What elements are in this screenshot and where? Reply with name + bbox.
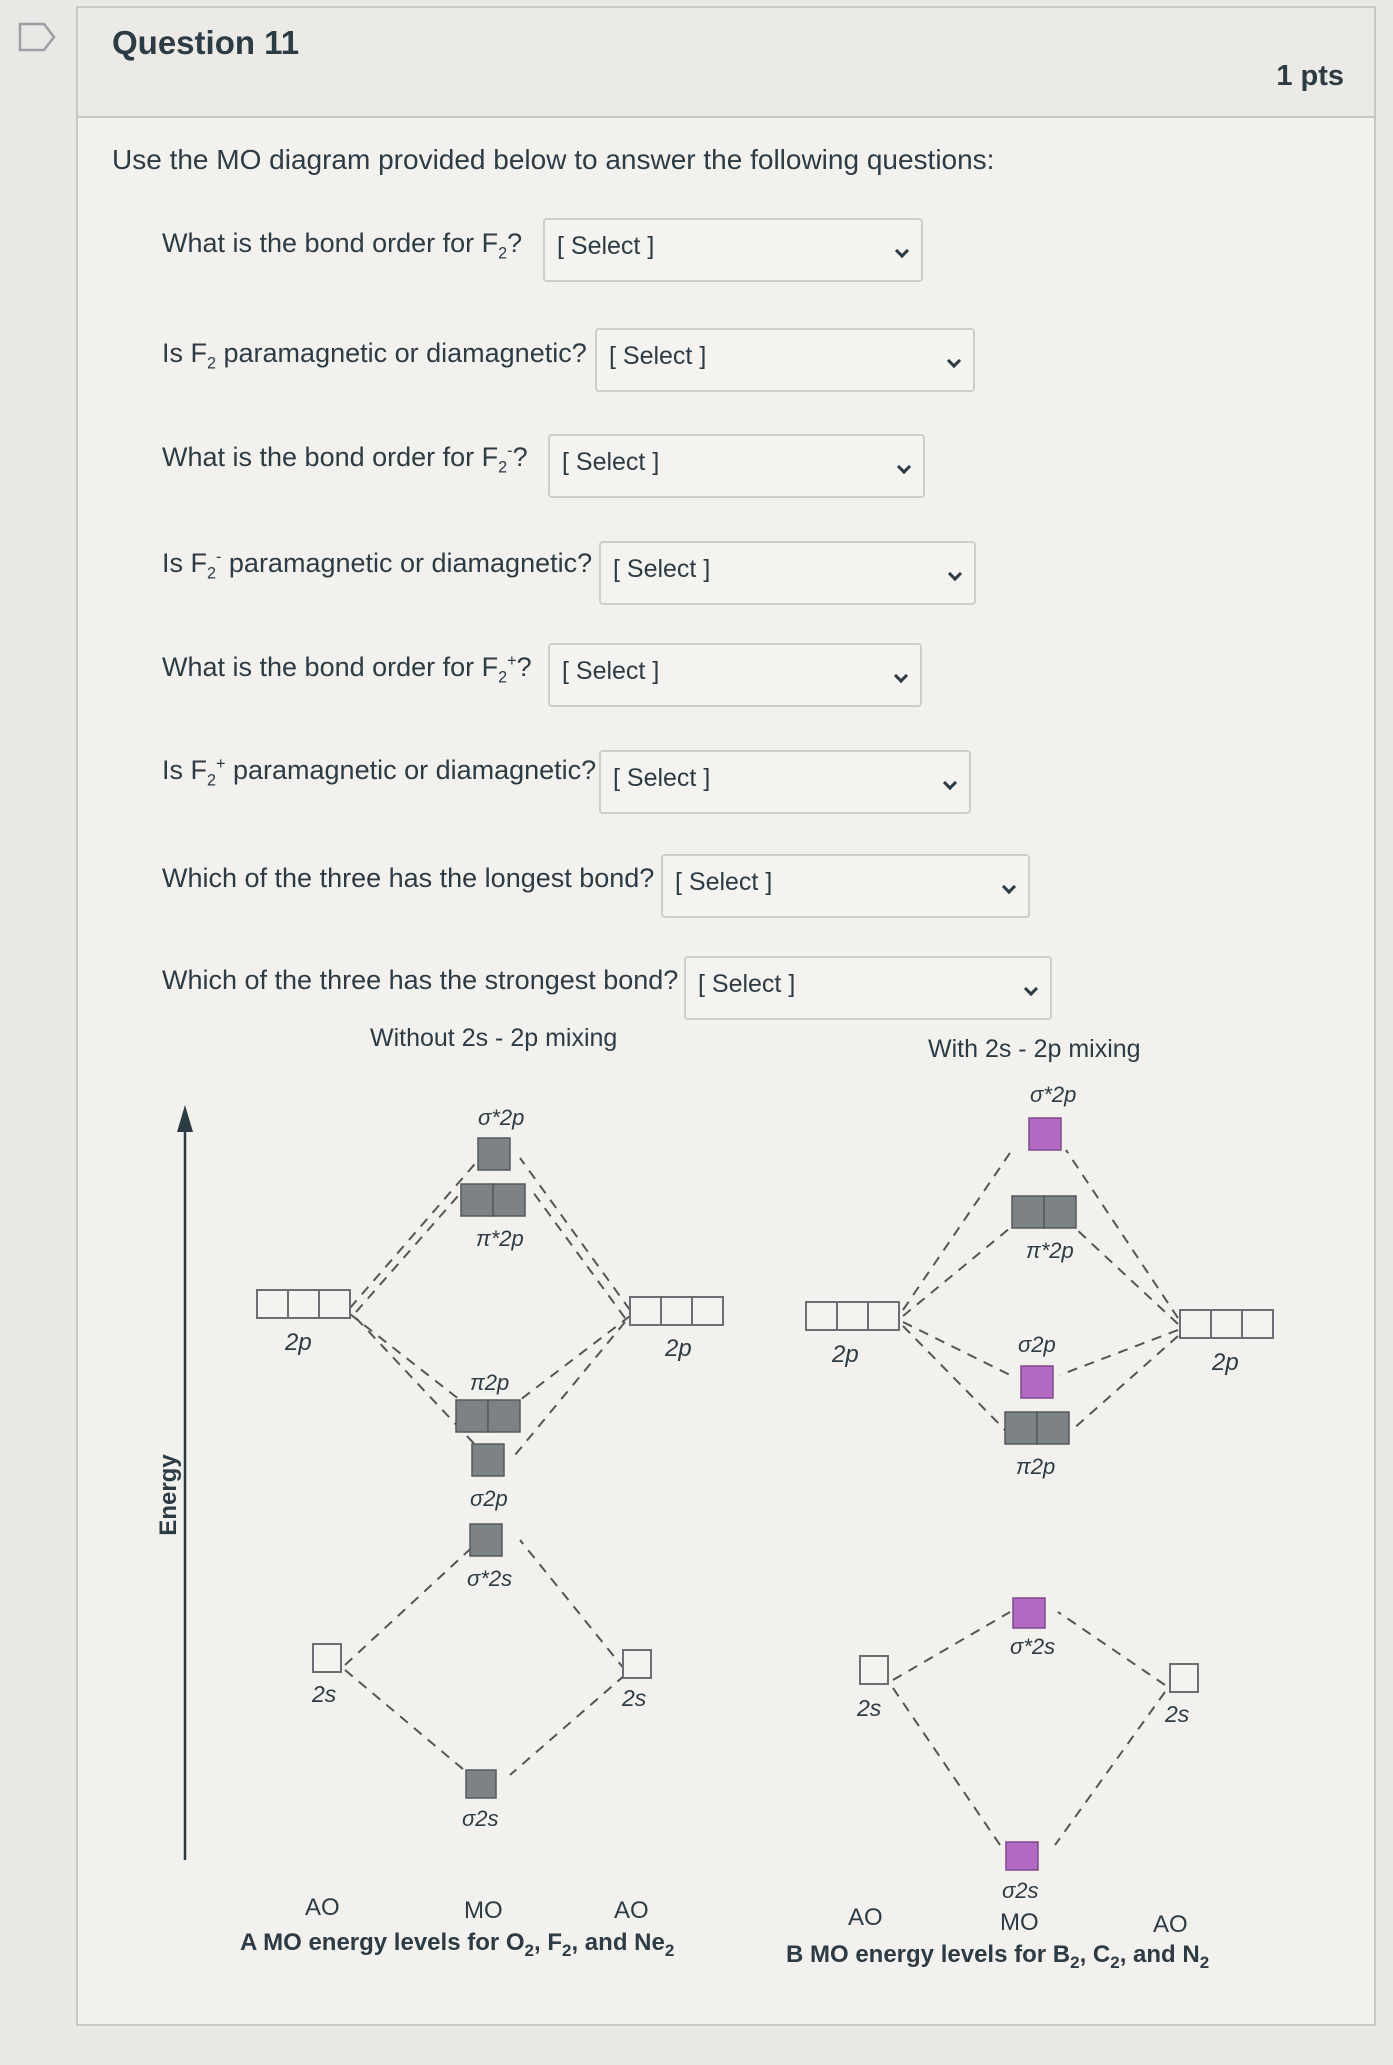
strongest-bond-select[interactable]: [ Select ] <box>684 956 1052 1020</box>
svg-text:2p: 2p <box>285 1329 312 1356</box>
question-row-3: What is the bond order for $F_2^-$? <box>162 442 528 477</box>
svg-text:π2p: π2p <box>1016 1454 1056 1479</box>
question-title: Question 11 <box>112 24 300 61</box>
bond-order-f2-select[interactable]: [ Select ] <box>543 218 923 282</box>
svg-text:π*2p: π*2p <box>476 1226 524 1251</box>
svg-text:MO: MO <box>464 1897 503 1924</box>
right-ao-2s-left <box>860 1656 888 1684</box>
energy-arrow-icon <box>177 1105 193 1132</box>
svg-text:σ*2s: σ*2s <box>1010 1634 1056 1659</box>
svg-text:σ2p: σ2p <box>470 1486 508 1511</box>
left-heading: Without 2s - 2p mixing <box>370 1024 618 1052</box>
question-row-7: Which of the three has the longest bond? <box>162 863 655 894</box>
right-ao-2s-right <box>1170 1664 1198 1692</box>
right-pi2p-star-orbitals <box>1012 1196 1076 1228</box>
magnetism-f2-plus-select[interactable]: [ Select ] <box>599 750 971 814</box>
bond-order-f2-plus-select[interactable]: [ Select ] <box>548 643 922 707</box>
question-row-2: Is $F_2$ paramagnetic or diamagnetic? <box>162 338 587 373</box>
svg-text:π2p: π2p <box>470 1370 510 1395</box>
energy-label: Energy <box>155 1454 182 1536</box>
svg-text:σ2s: σ2s <box>462 1806 499 1831</box>
svg-text:2s: 2s <box>622 1685 647 1711</box>
right-sigma2p-star-orbital <box>1029 1118 1061 1150</box>
svg-text:σ2p: σ2p <box>1018 1332 1056 1357</box>
svg-text:MO: MO <box>1000 1909 1039 1936</box>
left-ao-2p-left <box>257 1290 350 1318</box>
svg-text:2s: 2s <box>857 1695 882 1721</box>
right-pi2p-orbitals <box>1005 1412 1069 1444</box>
left-sigma2s-orbital <box>466 1770 496 1798</box>
question-row-5: What is the bond order for $F_2^+$? <box>162 652 532 687</box>
question-row-8: Which of the three has the strongest bond? <box>162 965 679 996</box>
svg-text:2p: 2p <box>665 1335 692 1362</box>
svg-text:AO: AO <box>848 1904 883 1931</box>
left-caption: A MO energy levels for $O_2$, $F_2$, and $Ne_2$ <box>240 1929 675 1960</box>
right-sigma2s-star-orbital <box>1013 1598 1045 1628</box>
right-sigma2s-orbital <box>1006 1842 1038 1870</box>
svg-text:AO: AO <box>1153 1911 1188 1938</box>
question-row-4: Is $F_2^-$ paramagnetic or diamagnetic? <box>162 548 593 583</box>
right-sigma2p-orbital <box>1021 1366 1053 1398</box>
right-ao-2p-left <box>806 1302 899 1330</box>
svg-text:2s: 2s <box>1165 1701 1190 1727</box>
right-caption: B MO energy levels for $B_2$, $C_2$, and $N_2$ <box>786 1941 1210 1972</box>
right-ao-2p-right <box>1180 1310 1273 1338</box>
svg-text:σ2s: σ2s <box>1002 1878 1039 1903</box>
question-row-6: Is $F_2^+$ paramagnetic or diamagnetic? <box>162 755 597 790</box>
svg-text:σ*2p: σ*2p <box>478 1105 525 1130</box>
left-sigma2p-orbital <box>472 1444 504 1476</box>
svg-text:2p: 2p <box>1212 1349 1239 1376</box>
left-ao-2s-right <box>623 1650 651 1678</box>
question-points: 1 pts <box>1276 60 1344 92</box>
left-sigma2p-star-orbital <box>478 1138 510 1170</box>
svg-text:σ*2p: σ*2p <box>1030 1082 1077 1107</box>
svg-text:σ*2s: σ*2s <box>467 1566 513 1591</box>
question-row-1: What is the bond order for $F_2$? <box>162 228 523 263</box>
svg-text:2p: 2p <box>832 1341 859 1368</box>
left-ao-2s-left <box>313 1644 341 1672</box>
magnetism-f2-minus-select[interactable]: [ Select ] <box>599 541 976 605</box>
svg-text:π*2p: π*2p <box>1026 1238 1074 1263</box>
right-heading: With 2s - 2p mixing <box>928 1035 1141 1063</box>
left-sigma2s-star-orbital <box>470 1524 502 1556</box>
svg-text:AO: AO <box>305 1894 340 1921</box>
magnetism-f2-select[interactable]: [ Select ] <box>595 328 975 392</box>
left-pi2p-orbitals <box>456 1400 520 1432</box>
question-intro: Use the MO diagram provided below to answer the following questions: <box>112 144 995 175</box>
svg-text:2s: 2s <box>312 1681 337 1707</box>
longest-bond-select[interactable]: [ Select ] <box>661 854 1030 918</box>
bond-order-f2-minus-select[interactable]: [ Select ] <box>548 434 925 498</box>
svg-text:AO: AO <box>614 1897 649 1924</box>
left-ao-2p-right <box>630 1297 723 1325</box>
left-pi2p-star-orbitals <box>461 1184 525 1216</box>
